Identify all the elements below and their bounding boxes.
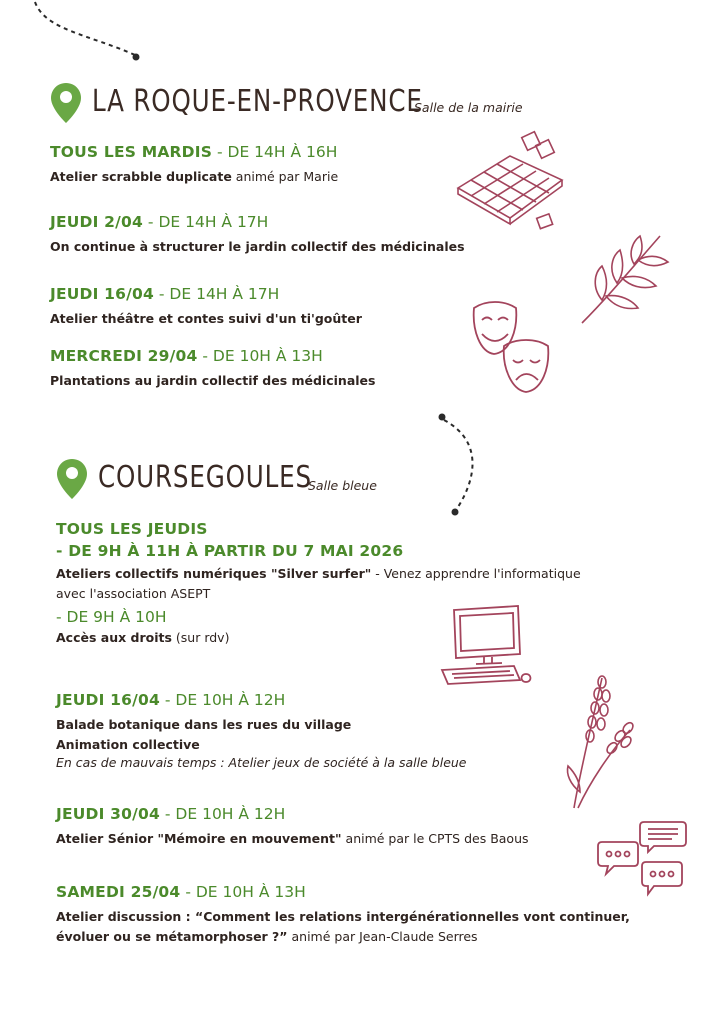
event-time: - DE 10H À 12H [159,691,286,709]
event-item [56,520,656,648]
event-detail: animé par Jean-Claude Serres [287,929,478,944]
venue-label: Salle de la mairie [414,100,523,115]
leaf-branch-icon [572,228,672,328]
event-title: Atelier discussion : “Comment les relations intergénérationnelles vont continuer, [56,909,630,924]
event-date: JEUDI 2/04 [50,213,143,231]
event-subtitle: Animation collective [56,737,200,752]
event-item [56,804,656,849]
location-pin-icon [50,82,82,124]
event-detail: - Venez apprendre l'informatique [371,566,581,581]
town-title: LA ROQUE-EN-PROVENCE [92,84,423,119]
event-time: - DE 10H À 13H [180,883,306,901]
event-date: MERCREDI 29/04 [50,347,198,365]
dashed-curve-middle [430,412,490,522]
event-title: Atelier scrabble duplicate [50,169,232,184]
event-note: En cas de mauvais temps : Atelier jeux de société à la salle bleue [56,755,467,770]
location-pin-icon [56,458,88,500]
event-date: SAMEDI 25/04 [56,883,181,901]
event-title-prefix: Atelier Sénior " [56,831,164,846]
event-time: - DE 9H À 10H [56,608,167,626]
event-time: - DE 14H À 17H [153,285,280,303]
venue-label: Salle bleue [308,478,377,493]
event-title: Plantations au jardin collectif des médicinales [50,373,376,388]
event-detail: (sur rdv) [171,630,230,645]
event-time: - DE 10H À 13H [197,347,323,365]
event-time: - DE 10H À 12H [159,805,286,823]
event-detail: animé par le CPTS des Baous [341,831,529,846]
computer-icon [440,604,535,688]
theater-masks-icon [468,296,558,401]
event-title: Mémoire en mouvement [163,831,336,846]
event-detail: avec l'association ASEPT [56,586,211,601]
dashed-curve-top [20,0,150,70]
event-title: Atelier théâtre et contes suivi d'un ti'goûter [50,311,362,326]
town-title: COURSEGOULES [98,460,312,495]
scrabble-board-icon [450,128,570,238]
event-date: TOUS LES MARDIS [50,143,213,161]
event-detail: animé par Marie [231,169,339,184]
event-title: On continue à structurer le jardin collectif des médicinales [50,239,465,254]
event-time: - DE 14H À 17H [143,213,269,231]
event-title: Accès aux droits [56,630,172,645]
event-date: JEUDI 30/04 [56,805,160,823]
event-date: JEUDI 16/04 [50,285,154,303]
event-title: Ateliers collectifs numériques "Silver surfer" [56,566,372,581]
lavender-icon [560,672,640,812]
event-time: - DE 9H À 11H À PARTIR DU 7 MAI 2026 [56,542,404,560]
event-title: Balade botanique dans les rues du village [56,717,352,732]
event-time: - DE 14H À 16H [212,143,338,161]
event-title-cont: évoluer ou se métamorphoser ?” [56,929,288,944]
event-title-suffix: " [335,831,342,846]
event-date: TOUS LES JEUDIS [56,520,208,538]
event-date: JEUDI 16/04 [56,691,160,709]
event-item [56,882,676,947]
